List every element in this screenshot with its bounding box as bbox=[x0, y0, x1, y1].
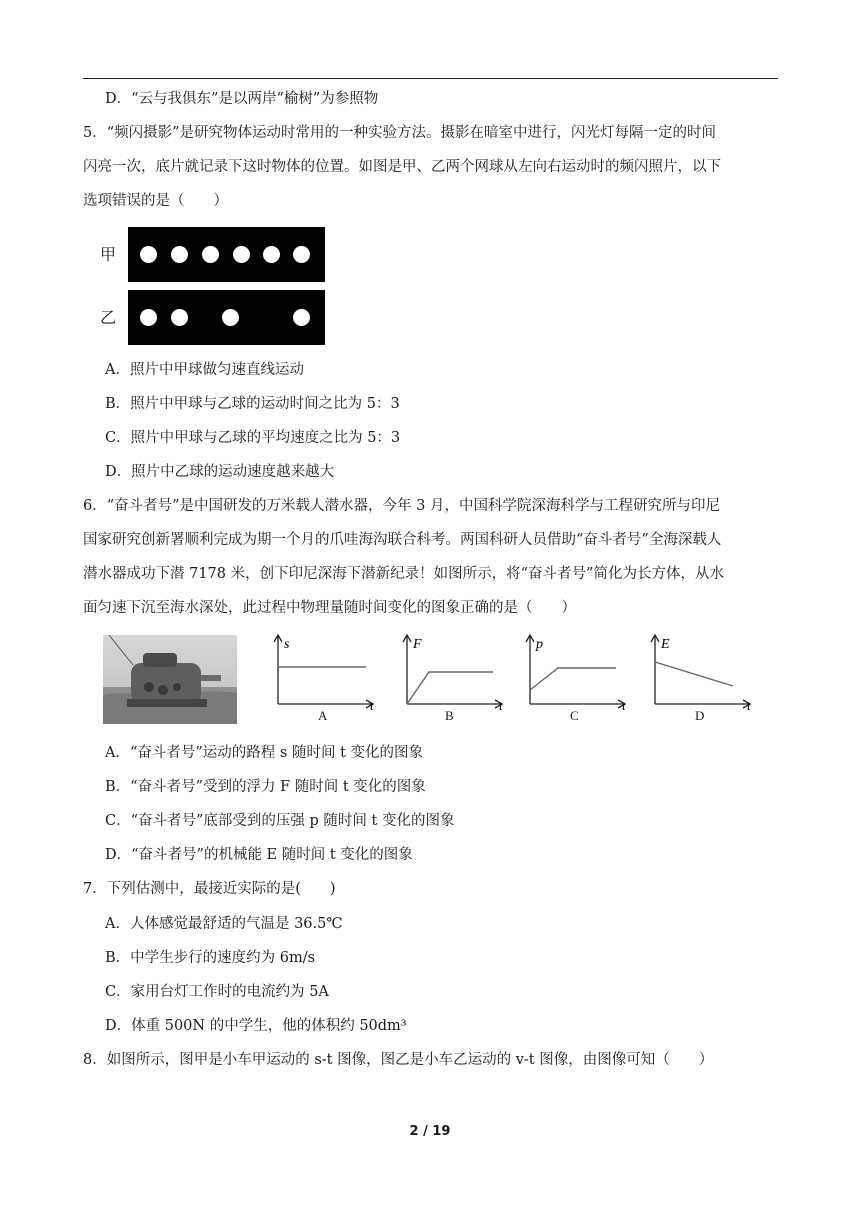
ball bbox=[171, 309, 188, 326]
axis-label: E bbox=[661, 637, 670, 652]
ball bbox=[293, 246, 310, 263]
axis-label: s bbox=[284, 637, 290, 652]
q5-stem-line-2: 闪亮一次，底片就记录下这时物体的位置。如图是甲、乙两个网球从左向右运动时的频闪照片，以下 bbox=[83, 159, 721, 175]
q7-option-a: A．人体感觉最舒适的气温是 36.5℃ bbox=[105, 916, 343, 932]
axis-label-t: t bbox=[499, 698, 503, 710]
prev-question-option-d: D．“云与我俱东”是以两岸“榆树”为参照物 bbox=[105, 91, 379, 107]
q5-stem-line-3: 选项错误的是（ ） bbox=[83, 193, 228, 209]
q6-stem-line-1: 6．“奋斗者号”是中国研发的万米载人潜水器，今年 3 月，中国科学院深海科学与工程研究所与印尼 bbox=[83, 498, 720, 514]
ball bbox=[171, 246, 188, 263]
q6-stem-line-2: 国家研究创新署顺利完成为期一个月的爪哇海沟联合科考。两国科研人员借助“奋斗者号”全海深载人 bbox=[83, 532, 722, 548]
q8-stem: 8．如图所示，图甲是小车甲运动的 s-t 图像，图乙是小车乙运动的 v-t 图像，由图像可知（ ） bbox=[83, 1052, 714, 1068]
axis-label-t: t bbox=[622, 698, 626, 710]
graph-d bbox=[645, 632, 757, 710]
graph-a bbox=[268, 632, 380, 710]
page-number: 2 / 19 bbox=[409, 1124, 451, 1139]
q6-option-d: D．“奋斗者号”的机械能 E 随时间 t 变化的图象 bbox=[105, 847, 413, 863]
ball bbox=[293, 309, 310, 326]
graph-a-letter: A bbox=[318, 708, 328, 723]
graph-b-letter: B bbox=[445, 708, 454, 723]
q5-option-c: C．照片中甲球与乙球的平均速度之比为 5：3 bbox=[105, 430, 401, 446]
strobe-photo-yi bbox=[128, 290, 325, 345]
strobe-photo-jia bbox=[128, 227, 325, 282]
strip-label-jia: 甲 bbox=[100, 245, 117, 264]
q5-option-b: B．照片中甲球与乙球的运动时间之比为 5：3 bbox=[105, 396, 400, 412]
axis-label: F bbox=[413, 637, 422, 652]
q6-option-b: B．“奋斗者号”受到的浮力 F 随时间 t 变化的图象 bbox=[105, 779, 426, 795]
graph-c bbox=[520, 632, 632, 710]
q6-stem-line-4: 面匀速下沉至海水深处，此过程中物理量随时间变化的图象正确的是（ ） bbox=[83, 600, 576, 616]
q7-option-d: D．体重 500N 的中学生，他的体积约 50dm³ bbox=[105, 1018, 407, 1034]
graph-c-letter: C bbox=[570, 708, 579, 723]
ball bbox=[233, 246, 250, 263]
axis-label-t: t bbox=[747, 698, 751, 710]
ball bbox=[140, 246, 157, 263]
q7-stem: 7．下列估测中，最接近实际的是( ) bbox=[83, 881, 336, 897]
q7-option-b: B．中学生步行的速度约为 6m/s bbox=[105, 950, 316, 966]
strip-label-yi: 乙 bbox=[100, 308, 117, 327]
q5-stem-line-1: 5．“频闪摄影”是研究物体运动时常用的一种实验方法。摄影在暗室中进行，闪光灯每隔一定的时间 bbox=[83, 125, 717, 141]
graph-d-letter: D bbox=[695, 708, 705, 723]
q6-option-c: C．“奋斗者号”底部受到的压强 p 随时间 t 变化的图象 bbox=[105, 813, 455, 829]
ball bbox=[202, 246, 219, 263]
q6-option-a: A．“奋斗者号”运动的路程 s 随时间 t 变化的图象 bbox=[105, 745, 424, 761]
q5-option-d: D．照片中乙球的运动速度越来越大 bbox=[105, 464, 335, 480]
q7-option-c: C．家用台灯工作时的电流约为 5A bbox=[105, 984, 329, 1000]
axis-label-t: t bbox=[370, 698, 374, 710]
ball bbox=[222, 309, 239, 326]
q5-option-a: A．照片中甲球做匀速直线运动 bbox=[105, 362, 304, 378]
graph-b bbox=[397, 632, 509, 710]
axis-label: p bbox=[536, 637, 543, 652]
submersible-photo bbox=[103, 635, 237, 724]
ball bbox=[263, 246, 280, 263]
top-rule bbox=[83, 78, 778, 79]
ball bbox=[140, 309, 157, 326]
q6-stem-line-3: 潜水器成功下潜 7178 米，创下印尼深海下潜新纪录！如图所示，将“奋斗者号”简化为长方体，从水 bbox=[83, 566, 724, 582]
